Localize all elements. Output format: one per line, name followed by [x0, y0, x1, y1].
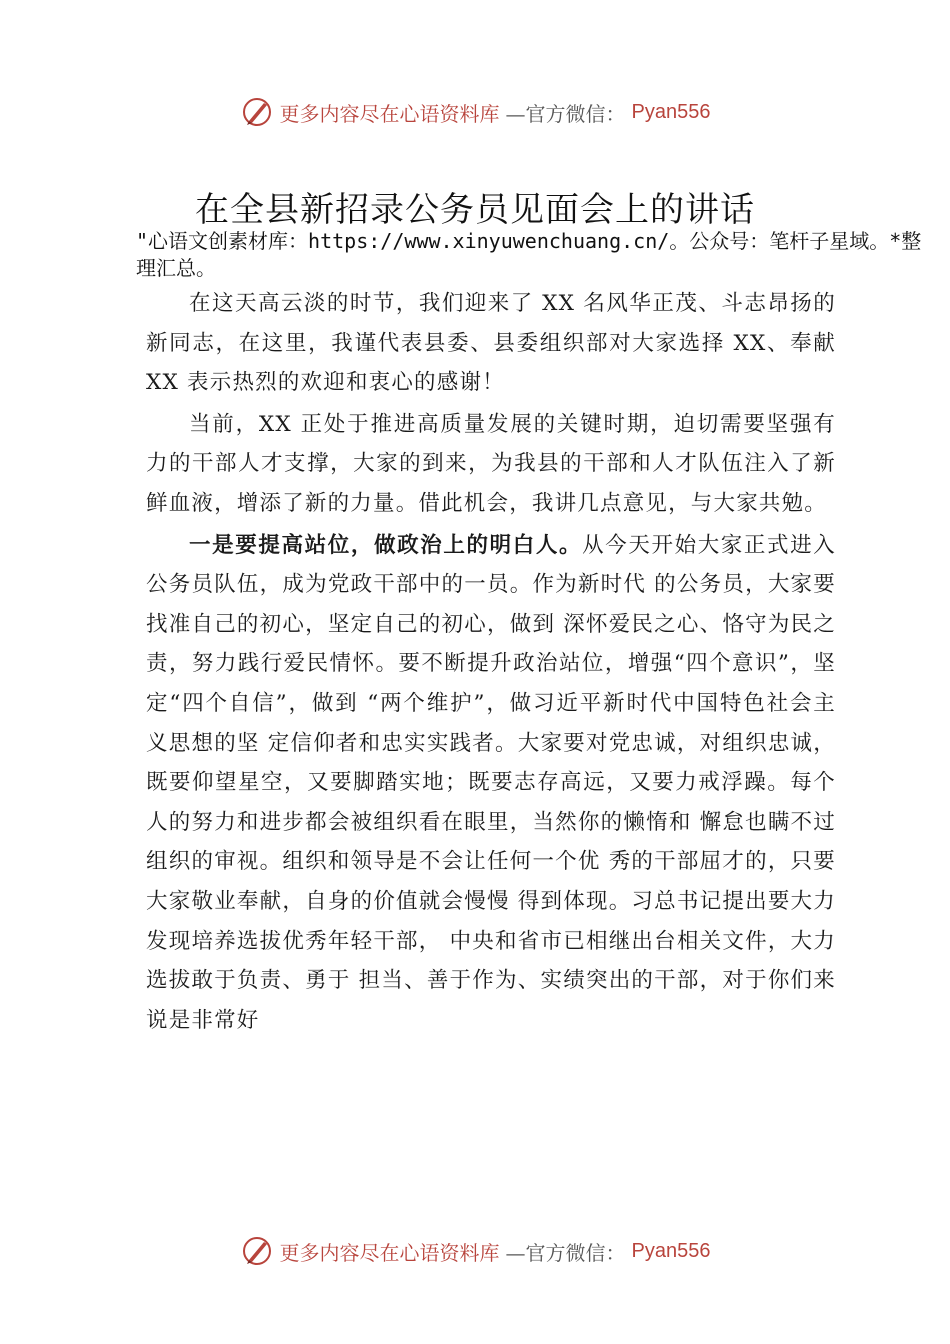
- watermark-mid-text: —官方微信：: [505, 101, 626, 126]
- watermark-lead-text: 更多内容尽在心语资料库: [279, 101, 500, 126]
- paragraph-3: [146, 526, 836, 1041]
- watermark-mid-text: —官方微信：: [505, 1240, 626, 1265]
- paragraph-text: 当前，XX 正处于推进高质量发展的关键时期，迫切需要坚强有力的干部人才支撑，大家的到来，为我县的干部和人才队伍注入了新鲜血液，增添了新的力量。借此机会，我讲几点意见，与大家共勉。: [146, 411, 836, 516]
- paragraph-2: [146, 405, 836, 524]
- watermark-wechat-id: Pyan556: [631, 1239, 711, 1262]
- watermark-lead-text: 更多内容尽在心语资料库: [279, 1240, 500, 1265]
- document-body: [146, 284, 836, 1042]
- paragraph-text: 在这天高云淡的时节，我们迎来了 XX 名风华正茂、斗志昂扬的新同志，在这里，我谨代表县委、县委组织部对大家选择 XX、奉献 XX 表示热烈的欢迎和衷心的感谢！: [146, 291, 836, 396]
- footer-watermark: [0, 1234, 950, 1268]
- paragraph-1: [146, 284, 836, 403]
- watermark-wechat-id: Pyan556: [631, 100, 711, 123]
- quill-pen-logo-icon: [240, 95, 274, 129]
- header-watermark: [0, 95, 950, 129]
- source-note: "心语文创素材库：https://www.xinyuwenchuang.cn/。公众号：笔杆子星域。*整理汇总。: [136, 229, 922, 280]
- quill-pen-logo-icon: [240, 1234, 274, 1268]
- paragraph-text: 从今天开始大家正式进入公务员队伍，成为党政干部中的一员。作为新时代 的公务员，大家要找准自己的初心，坚定自己的初心，做到 深怀爱民之心、恪守为民之责，努力践行爱民情怀。要不断提升政治站位，增强“四个意识”，坚定“四个自信”，做到 “两个维护”，做习近平新时代中国特色社会主义思想的坚 定信仰者和忠实实践者。大家要对党忠诚，对组织忠诚，既要仰望星空，又要脚踏实地；既要志存高远，又要力戒浮躁。每个人的努力和进步都会被组织看在眼里，当然你的懒惰和 懈怠也瞒不过组织的审视。组织和领导是不会让任何一个优 秀的干部屈才的，只要大家敬业奉献，自身的价值就会慢慢 得到体现。习总书记提出要大力发现培养选拔优秀年轻干部， 中央和省市已相继出台相关文件，大力选拔敢于负责、勇于 担当、善于作为、实绩突出的干部，对于你们来说是非常好: [146, 532, 836, 1033]
- paragraph-lead-heading: 一是要提高站位，做政治上的明白人。: [189, 532, 583, 558]
- document-title: 在全县新招录公务员见面会上的讲话: [195, 190, 755, 230]
